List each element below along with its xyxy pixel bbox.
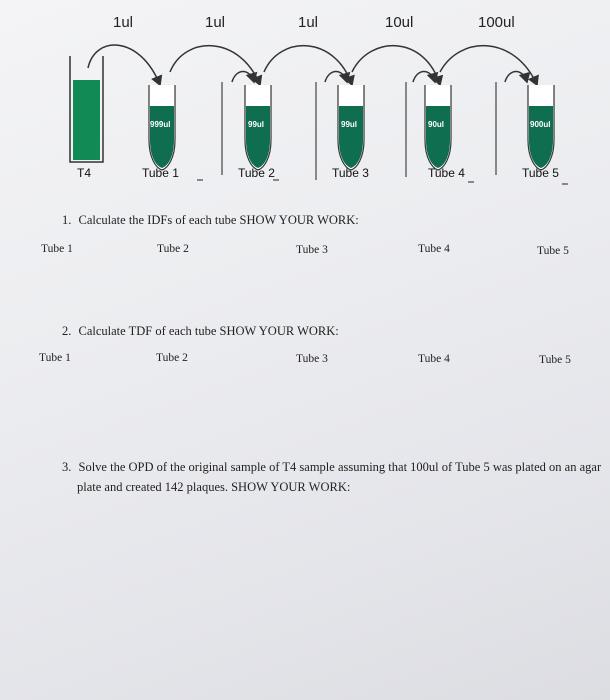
transfer-arrow-4: [352, 46, 440, 85]
question-3-line-1: Solve the OPD of the original sample of T4 sample assuming that 100ul of Tube 5 was plated on an agar: [78, 460, 602, 474]
transfer-volume-5: 100ul: [478, 14, 515, 31]
tube-3-label: Tube 3: [332, 166, 369, 180]
q1-tube-2: Tube 2: [157, 243, 189, 255]
question-2: [62, 324, 339, 339]
q1-tube-4: Tube 4: [418, 243, 450, 255]
question-3: [62, 460, 601, 475]
tube-5-label: Tube 5: [522, 166, 559, 180]
q2-tube-1: Tube 1: [39, 352, 71, 364]
question-3-number: 3.: [62, 460, 72, 474]
transfer-volume-3: 1ul: [298, 14, 319, 31]
q1-tube-3: Tube 3: [296, 244, 328, 256]
tube-3-volume: 99ul: [341, 120, 358, 129]
tube-2-volume: 99ul: [248, 120, 265, 129]
q1-tube-1: Tube 1: [41, 243, 73, 255]
stock-tube: [70, 56, 103, 162]
q2-tube-3: Tube 3: [296, 353, 328, 365]
q2-tube-4: Tube 4: [418, 353, 450, 365]
dilution-diagram: [0, 0, 610, 200]
transfer-volume-4: 10ul: [385, 14, 414, 31]
transfer-arrow-1: [88, 45, 160, 85]
question-1-text: Calculate the IDFs of each tube SHOW YOUR WORK:: [78, 213, 359, 227]
q2-tube-5: Tube 5: [539, 354, 571, 366]
stock-label: T4: [77, 166, 92, 180]
tube-5-volume: 900ul: [530, 120, 551, 129]
tube-2: [245, 85, 271, 170]
question-2-number: 2.: [62, 324, 72, 338]
tube-5: [528, 85, 554, 170]
tube-4: [425, 85, 451, 170]
question-2-text: Calculate TDF of each tube SHOW YOUR WORK:: [78, 324, 339, 338]
transfer-arrow-2: [170, 46, 260, 85]
transfer-volume-2: 1ul: [205, 14, 226, 31]
tube-4-label: Tube 4: [428, 166, 465, 180]
transfer-arrow-5: [440, 46, 537, 85]
q2-tube-2: Tube 2: [156, 352, 188, 364]
question-1-number: 1.: [62, 213, 72, 227]
tube-4-volume: 90ul: [428, 120, 445, 129]
transfer-arrow-3: [264, 46, 352, 85]
q1-tube-5: Tube 5: [537, 245, 569, 257]
transfer-volume-1: 1ul: [113, 14, 134, 31]
question-3-line-2: plate and created 142 plaques. SHOW YOUR WORK:: [77, 480, 351, 494]
tube-1-volume: 999ul: [150, 120, 171, 129]
tube-1: [149, 85, 175, 170]
question-1: [62, 213, 359, 228]
tube-2-label: Tube 2: [238, 166, 275, 180]
tube-3: [338, 85, 364, 170]
tube-1-label: Tube 1: [142, 166, 179, 180]
